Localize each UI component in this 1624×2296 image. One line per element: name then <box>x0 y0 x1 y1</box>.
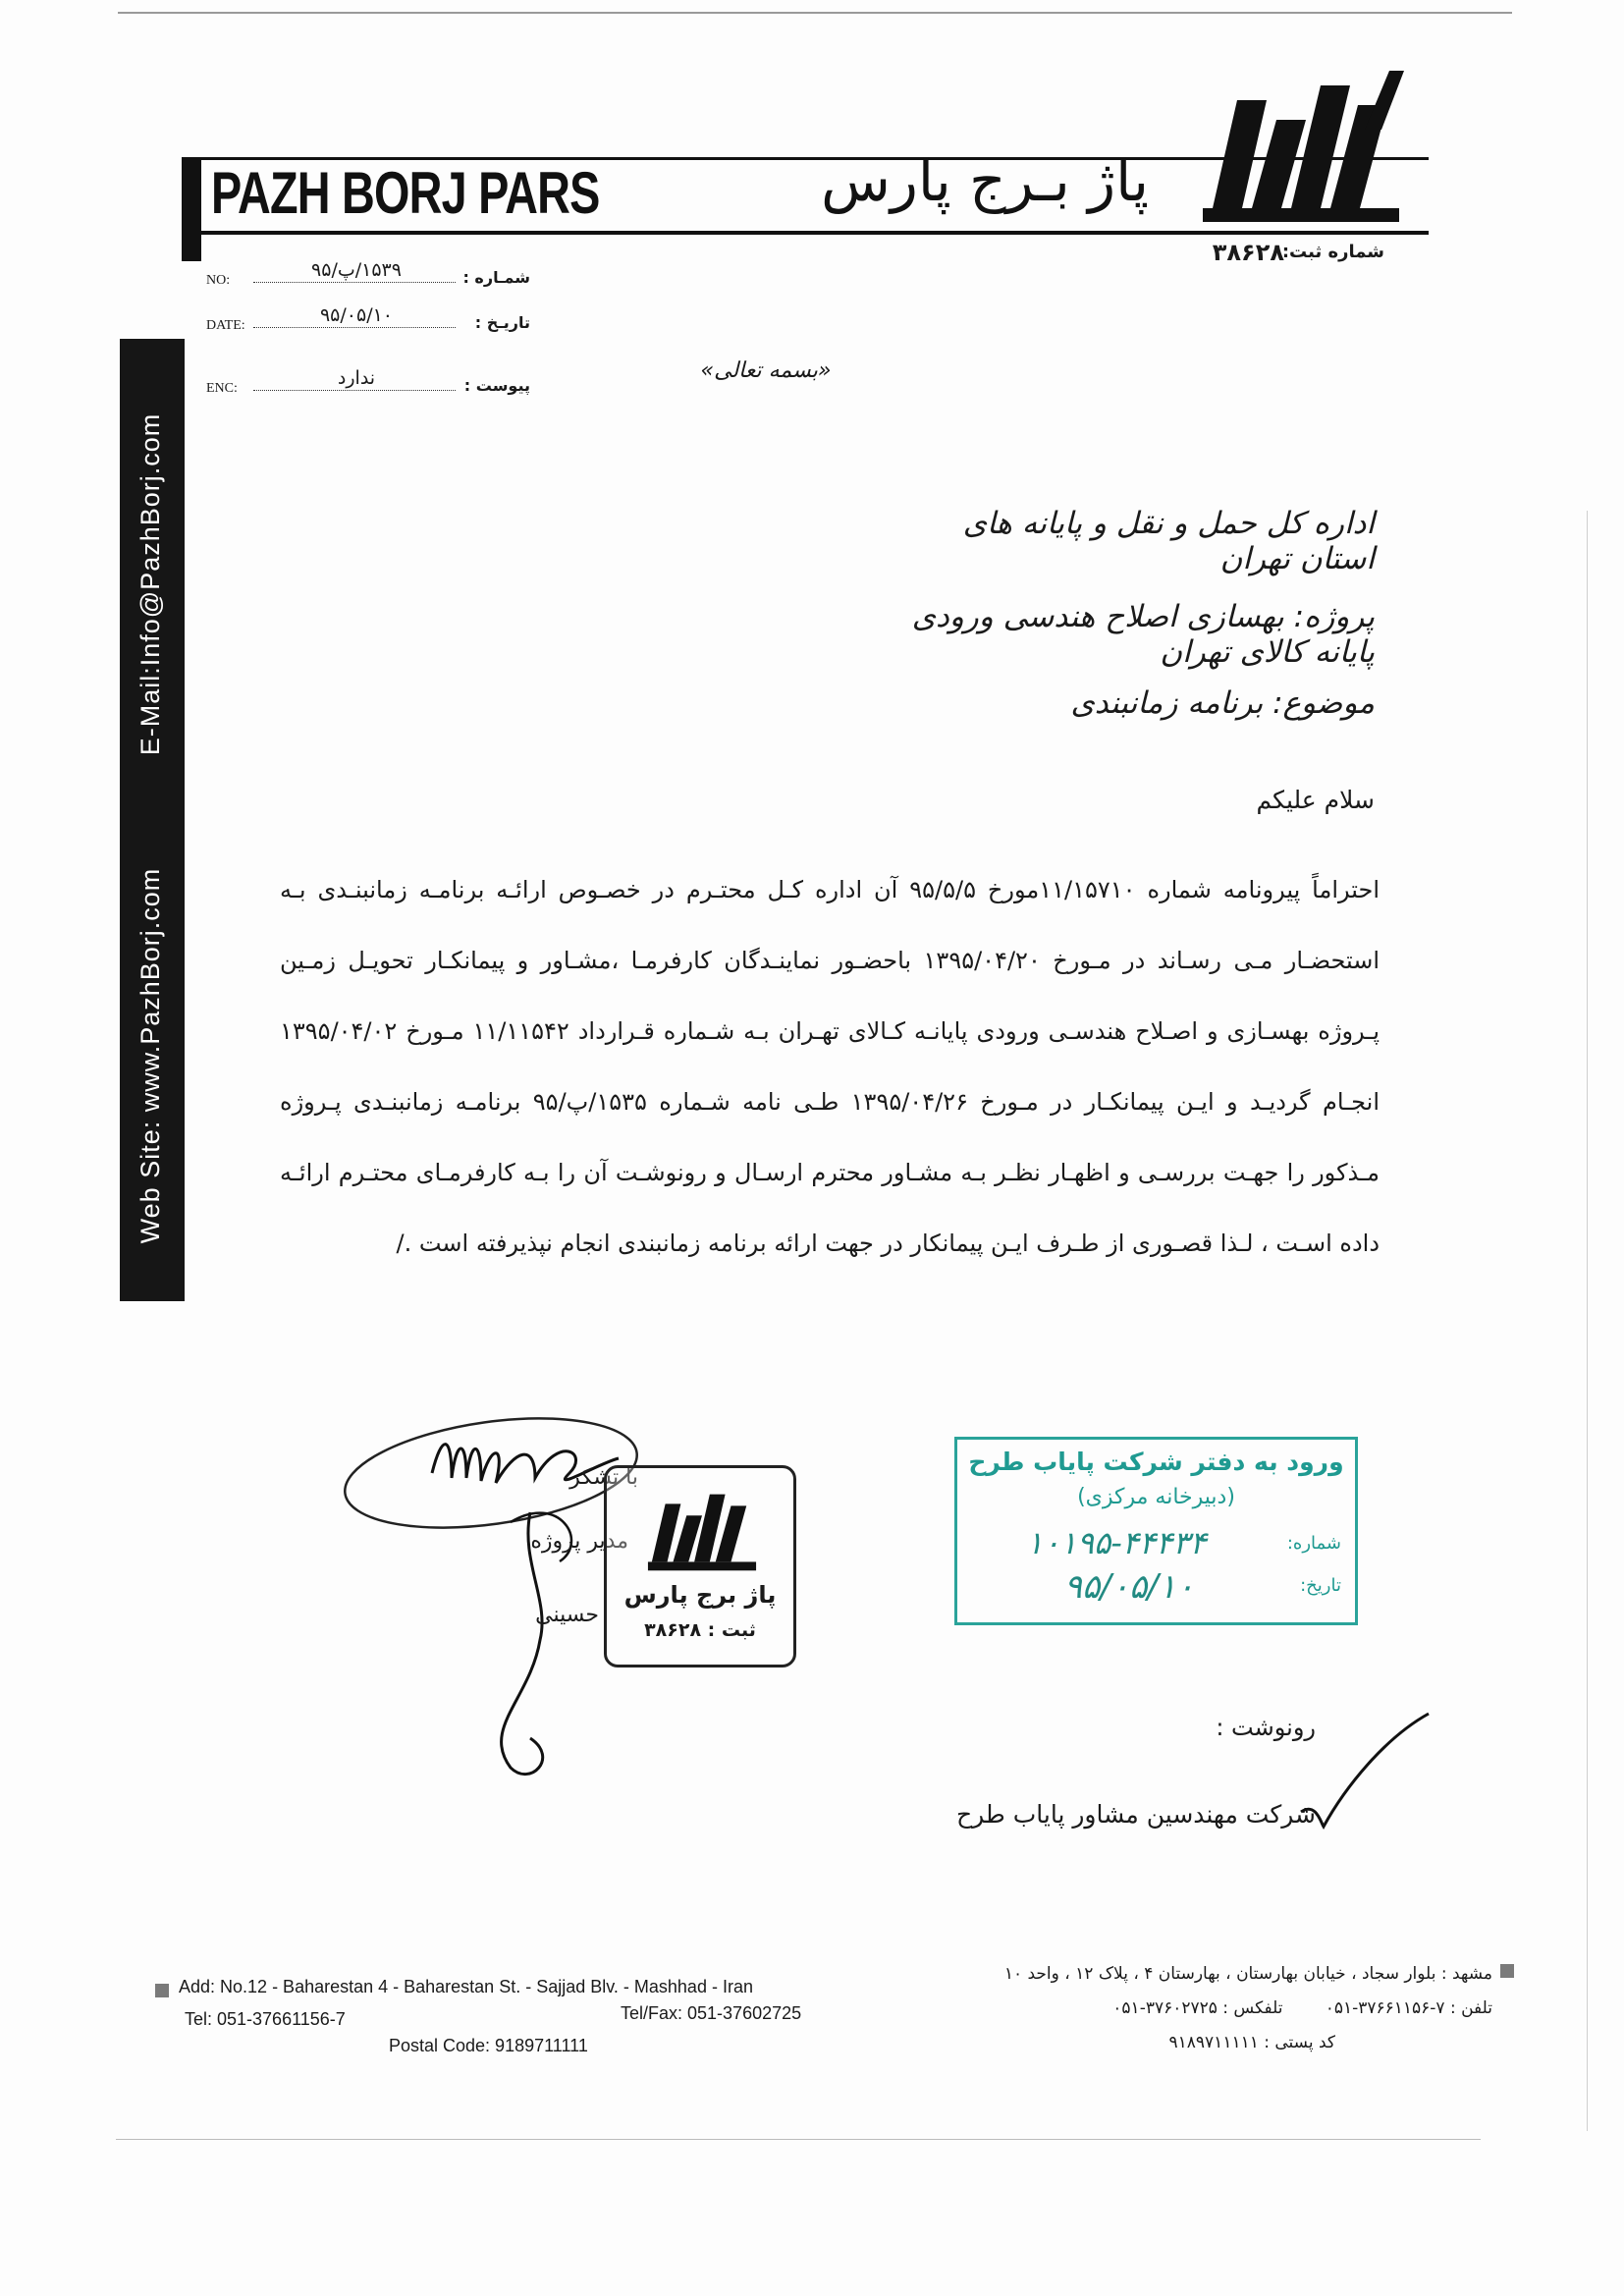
entry-number-label: شماره: <box>1286 1533 1341 1554</box>
dotted-line <box>253 327 456 328</box>
entry-number-value: ۱۰۱۹۵-۴۴۴۳۴ <box>1026 1524 1207 1561</box>
footer-address-en: Add: No.12 - Baharestan 4 - Baharestan St. - Sajjad Blv. - Mashhad - Iran <box>179 1977 753 1996</box>
stamp-registration: ثبت : ۳۸۶۲۸ <box>644 1619 756 1641</box>
entry-stamp-subtitle: (دبیرخانه مرکزی) <box>1077 1485 1235 1509</box>
number-value: ۱۵۳۹/پ/۹۵ <box>311 259 402 281</box>
enclosure-value: ندارد <box>337 367 376 389</box>
letter-subject: موضوع: برنامه زمانبندی <box>1070 685 1375 721</box>
basmala: «بسمه تعالی» <box>700 358 832 383</box>
footer-address-fa: مشهد : بلوار سجاد ، خیابان بهارستان ، بهارستان ۴ ، پلاک ۱۲ ، واحد ۱۰ <box>1003 1964 1492 1984</box>
signature-thanks: با تشکر <box>569 1465 638 1490</box>
footer-fax-en: Tel/Fax: 051-37602725 <box>621 2003 802 2023</box>
dotted-line <box>253 282 456 283</box>
letter-project: پروژه: بهسازی اصلاح هندسی ورودی پایانه کالای تهران <box>911 599 1375 670</box>
sidebar-website: Web Site: www.PazhBorj.com <box>135 867 165 1244</box>
right-margin-rule <box>1587 511 1588 2131</box>
entry-date-value: ۹۵/۰۵/۱۰ <box>1063 1567 1195 1607</box>
entry-stamp <box>954 1437 1358 1625</box>
sidebar-email: E-Mail:Info@PazhBorj.com <box>135 412 165 756</box>
letter-number-field <box>206 255 530 289</box>
registration-label: شماره ثبت: <box>1281 242 1384 262</box>
number-label-en: NO: <box>206 273 231 288</box>
signature-name: حسینی <box>535 1603 599 1627</box>
brand-name-persian: پاژ بـرج پارس <box>821 147 1149 214</box>
entry-date-label: تاریخ: <box>1300 1575 1341 1596</box>
company-stamp <box>604 1465 796 1667</box>
letter-enclosure-field <box>206 363 530 397</box>
stamp-logo-icon <box>644 1484 760 1574</box>
date-value: ۹۵/۰۵/۱۰ <box>319 304 394 326</box>
footer-square-icon <box>1500 1964 1514 1978</box>
letter-recipient: اداره کل حمل و نقل و پایانه های استان تهران <box>962 506 1375 576</box>
number-label-fa: شمـاره : <box>462 268 530 287</box>
letter-date-field <box>206 301 530 334</box>
letter-body: احتراماً پیرونامه شماره ۱۱/۱۵۷۱۰مورخ ۹۵/۵/۵ آن اداره کـل محتـرم در خصـوص ارائـه برنامـه زمانبنـدی بـه استحضـار مـی رسـاند در مـورخ ۱۳۹۵/۰۴/۲۰ باحضـور نماینـدگان کارفرمـا ،مشـاور و پیمانکـار تحویـل زمـین پـروژه بهسـازی و اصـلاح هندسـی ورودی پایانـه کـالای تهـران بـه شـماره قـرارداد ۱۱/۱۱۵۴۲ مـورخ ۱۳۹۵/۰۴/۰۲ انجـام گردیـد و ایـن پیمانکـار در مـورخ ۱۳۹۵/۰۴/۲۶ طـی نامه شـماره ۱۵۳۵/پ/۹۵ برنامـه زمانبنـدی پـروژه مـذکور را جهـت بررسـی و اظهـار نظـر بـه مشـاور محترم ارسـال و رونوشـت آن را بـه کارفرمـای محتـرم ارائـه داده اسـت ، لـذا قصـوری از طـرف ایـن پیمانکار در جهت ارائه برنامه زمانبندی انجام نپذیرفته است ./ <box>280 876 1380 1257</box>
top-rule <box>118 12 1512 14</box>
letterhead-left-block <box>182 157 201 261</box>
footer-postal-fa: کد پستی : ۹۱۸۹۷۱۱۱۱۱ <box>1168 2033 1335 2052</box>
registration-number: ۳۸۶۲۸ <box>1212 239 1284 266</box>
footer-tel-en: Tel: 051-37661156-7 <box>185 2009 346 2029</box>
enclosure-label-en: ENC: <box>206 381 238 396</box>
bottom-rule <box>116 2139 1481 2140</box>
footer-tel-fa: تلفن : ۷-۳۷۶۶۱۱۵۶-۰۵۱ <box>1325 1998 1492 2018</box>
enclosure-label-fa: پیوست : <box>463 376 530 395</box>
company-logo-icon <box>1193 61 1409 228</box>
checkmark-icon <box>1296 1709 1434 1836</box>
date-label-fa: تاریـخ : <box>474 313 530 332</box>
cc-label: رونوشت : <box>1216 1714 1316 1741</box>
cc-recipient: شرکت مهندسین مشاور پایاب طرح <box>955 1800 1316 1829</box>
date-label-en: DATE: <box>206 318 245 333</box>
side-contact-bar <box>120 339 185 1301</box>
footer-postal-en: Postal Code: 9189711111 <box>389 2036 588 2055</box>
footer-square-icon <box>155 1984 169 1997</box>
stamp-company-name: پاژ برج پارس <box>623 1581 777 1609</box>
letter-greeting: سلام علیکم <box>1256 786 1375 814</box>
dotted-line <box>253 390 456 391</box>
entry-stamp-title: ورود به دفتر شرکت پایاب طرح <box>968 1448 1344 1476</box>
footer-phone-fa <box>903 1998 1492 2018</box>
footer-fax-fa: تلفکس : ۳۷۶۰۲۷۲۵-۰۵۱ <box>1112 1998 1283 2018</box>
brand-name-english: PAZH BORJ PARS <box>211 160 600 226</box>
signature-title: مدیر پروژه <box>530 1529 628 1554</box>
